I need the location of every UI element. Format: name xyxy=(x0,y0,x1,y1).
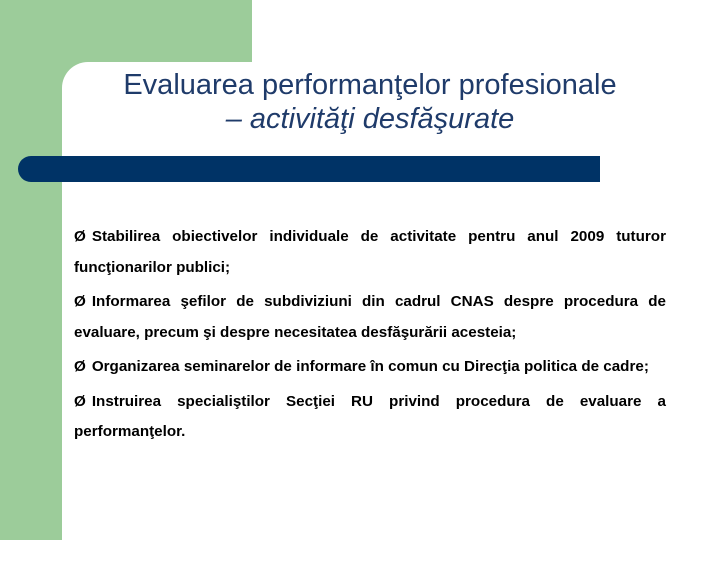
arrow-bullet-icon: Ø xyxy=(74,293,86,310)
bullet-text: Stabilirea obiectivelor individuale de activitate pentru anul 2009 tuturor funcţionarilor publici; xyxy=(74,228,666,276)
bullet-list xyxy=(74,222,666,452)
title-line-2: – activităţi desfăşurate xyxy=(225,103,515,135)
bullet-item xyxy=(74,287,666,348)
arrow-bullet-icon: Ø xyxy=(74,392,86,410)
bullet-text: Informarea şefilor de subdiviziuni din cadrul CNAS despre procedura de evaluare, precum şi despre necesitatea desfăşurării acesteia; xyxy=(74,293,666,341)
title-line-1: Evaluarea performanţelor profesionale xyxy=(123,69,617,101)
arrow-bullet-icon: Ø xyxy=(74,228,86,245)
slide-title xyxy=(70,68,670,136)
arrow-bullet-icon: Ø xyxy=(74,358,86,375)
bullet-text: Organizarea seminarelor de informare în comun cu Direcţia politica de cadre; xyxy=(91,358,649,375)
title-divider-bar xyxy=(18,156,600,182)
bullet-item xyxy=(74,387,666,448)
bullet-item xyxy=(74,222,666,283)
bullet-text: Instruirea specialiştilor Secţiei RU privind procedura de evaluare a performanţelor. xyxy=(74,392,666,440)
bullet-item xyxy=(74,352,666,383)
